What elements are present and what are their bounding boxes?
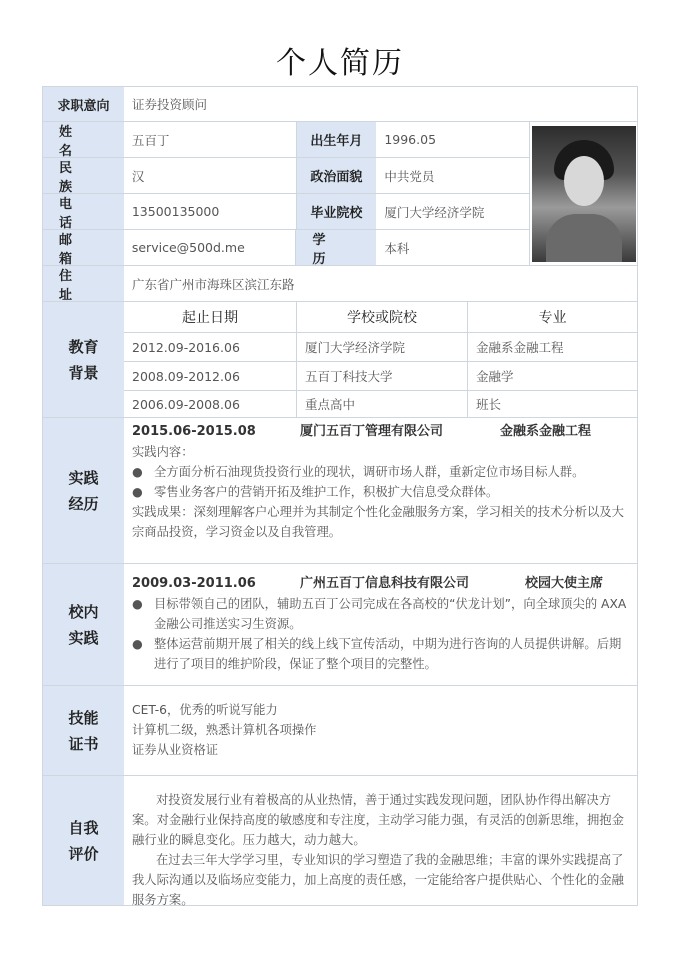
self-label: 自我 评价 <box>43 776 124 905</box>
job-label: 求职意向 <box>43 87 124 121</box>
practice-bullet: ● 全方面分析石油现货投资行业的现状，调研市场人群，重新定位市场目标人群。 <box>132 465 585 479</box>
phone-row <box>42 194 529 230</box>
profile-photo <box>532 126 636 262</box>
ethnic-row <box>42 158 529 194</box>
self-content <box>124 776 637 905</box>
self-section <box>42 776 638 906</box>
skills-label: 技能 证书 <box>43 686 124 775</box>
campus-content <box>124 564 637 685</box>
self-paragraph: 在过去三年大学学习里，专业知识的学习塑造了我的金融思维；丰富的课外实践提高了我人际沟通以及临场应变能力，加上高度的责任感，一定能给客户提供贴心、个性化的金融服务方案。 <box>132 853 624 907</box>
name-label: 姓 名 <box>43 122 124 157</box>
photo-face <box>564 156 604 206</box>
skills-content <box>124 686 637 775</box>
education-label: 教育 背景 <box>43 302 124 417</box>
birth-value: 1996.05 <box>384 132 437 147</box>
campus-role: 校园大使主席 <box>525 576 604 591</box>
email-label: 邮 箱 <box>43 230 124 265</box>
photo-body <box>546 214 622 262</box>
practice-bullet: ● 零售业务客户的营销开拓及维护工作，积极扩大信息受众群体。 <box>132 485 499 499</box>
campus-company: 广州五百丁信息科技有限公司 <box>300 576 470 591</box>
email-value: service@500d.me <box>131 240 245 255</box>
phone-value: 13500135000 <box>131 204 220 219</box>
job-value: 证券投资顾问 <box>132 97 208 112</box>
practice-headline <box>132 422 629 442</box>
campus-date: 2009.03-2011.06 <box>132 576 256 591</box>
education-table <box>124 302 637 417</box>
skill-item: 证券从业资格证 <box>132 743 219 757</box>
practice-intro: 实践内容： <box>132 445 194 459</box>
degree-label: 学 历 <box>295 230 376 265</box>
address-label: 住 址 <box>43 266 124 301</box>
job-row <box>42 86 638 122</box>
name-row <box>42 122 529 158</box>
political-value: 中共党员 <box>384 168 435 184</box>
address-value: 广东省广州市海珠区滨江东路 <box>132 276 295 292</box>
education-row: 2006.09-2008.06 重点高中 班长 <box>124 391 637 417</box>
school-label: 毕业院校 <box>296 194 377 229</box>
education-header: 起止日期 学校或院校 专业 <box>124 302 637 333</box>
skill-item: 计算机二级，熟悉计算机各项操作 <box>132 723 317 737</box>
email-row <box>42 230 529 266</box>
birth-label: 出生年月 <box>296 122 377 157</box>
self-paragraph: 对投资发展行业有着极高的从业热情，善于通过实践发现问题，团队协作得出解决方案。对金融行业保持高度的敏感度和专注度，主动学习能力强，有灵活的创新思维，拥抱金融行业的瞬息变化。压力越大，动力越大。 <box>132 793 624 847</box>
skill-item: CET-6，优秀的听说写能力 <box>132 703 278 717</box>
campus-label: 校内 实践 <box>43 564 124 685</box>
school-value: 厦门大学经济学院 <box>384 204 485 220</box>
ethnic-value: 汉 <box>131 168 145 184</box>
education-row: 2008.09-2012.06 五百丁科技大学 金融学 <box>124 362 637 391</box>
practice-company: 厦门五百丁管理有限公司 <box>300 424 444 439</box>
practice-section <box>42 418 638 564</box>
name-value: 五百丁 <box>131 132 170 148</box>
practice-role: 金融系金融工程 <box>500 424 592 439</box>
phone-label: 电 话 <box>43 194 124 229</box>
skills-section <box>42 686 638 776</box>
campus-section <box>42 564 638 686</box>
political-label: 政治面貌 <box>296 158 377 193</box>
practice-result: 实践成果：深刻理解客户心理并为其制定个性化金融服务方案，学习相关的技术分析以及大宗商品投资，学习资金以及自我管理。 <box>132 505 624 539</box>
education-row: 2012.09-2016.06 厦门大学经济学院 金融系金融工程 <box>124 333 637 362</box>
education-section <box>42 302 638 418</box>
degree-value: 本科 <box>384 240 410 256</box>
campus-bullet: ● 整体运营前期开展了相关的线上线下宣传活动，中期为进行咨询的人员提供讲解。后期进行了项目的维护阶段，保证了整个项目的完整性。 <box>132 637 622 671</box>
ethnic-label: 民 族 <box>43 158 124 193</box>
practice-content <box>124 418 637 563</box>
campus-bullet: ● 目标带领自己的团队，辅助五百丁公司完成在各高校的“伏龙计划”，向全球顶尖的 AXA 金融公司推送实习生资源。 <box>132 597 627 631</box>
page-title: 个人简历 <box>276 46 404 81</box>
address-row <box>42 266 638 302</box>
campus-headline <box>132 574 629 594</box>
practice-label: 实践 经历 <box>43 418 124 563</box>
practice-date: 2015.06-2015.08 <box>132 424 256 439</box>
